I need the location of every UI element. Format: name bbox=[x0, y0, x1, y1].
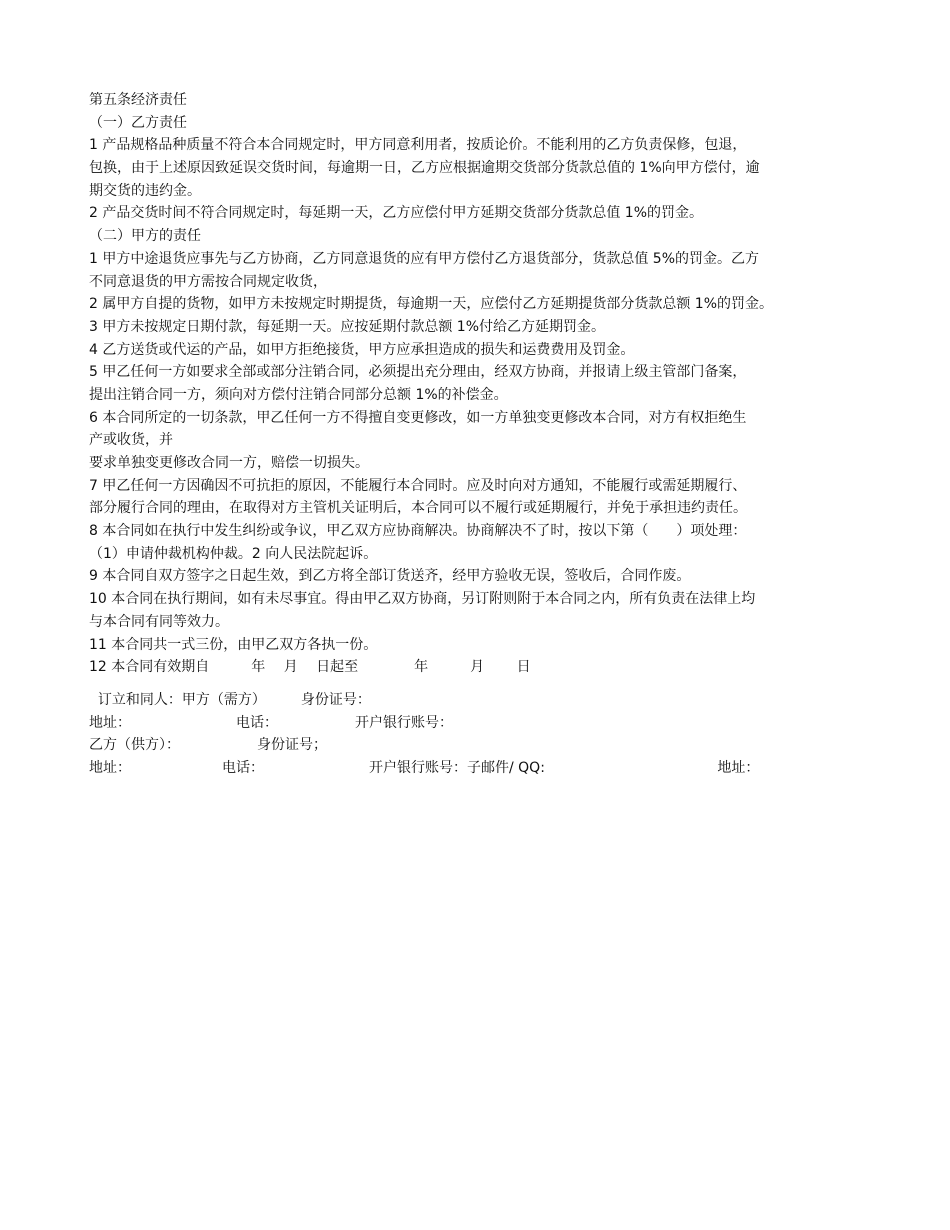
clause-b1-line: 1 产品规格品种质量不符合本合同规定时，甲方同意利用者，按质论价。不能利用的乙方负责保修，包退， bbox=[89, 137, 747, 154]
clause-a3-line: 3 甲方未按规定日期付款，每延期一天。应按延期付款总额 1%付给乙方延期罚金。 bbox=[89, 318, 606, 335]
clause-a7-line: 部分履行合同的理由，在取得对方主管机关证明后，本合同可以不履行或延期履行，并免于承担违约责任。 bbox=[89, 500, 747, 517]
clause-a12-line: 12 本合同有效期自 年 月 日起至 年 月 日 bbox=[89, 659, 531, 676]
clause-a1-line: 1 甲方中途退货应事先与乙方协商，乙方同意退货的应有甲方偿付乙方退货部分，货款总值 5%的罚金。乙方 bbox=[89, 250, 760, 267]
clause-b2-line: 2 产品交货时间不符合同规定时，每延期一天，乙方应偿付甲方延期交货部分货款总值 1%的罚金。 bbox=[89, 205, 704, 222]
section-heading-party-a: （二）甲方的责任 bbox=[89, 228, 201, 245]
clause-b1-line: 包换，由于上述原因致延误交货时间，每逾期一日，乙方应根据逾期交货部分货款总值的 1%向甲方偿付，逾 bbox=[89, 160, 760, 177]
signature-party-a-line: 订立和同人：甲方（需方） 身份证号： bbox=[89, 691, 371, 708]
clause-a11-line: 11 本合同共一式三份，由甲乙双方各执一份。 bbox=[89, 636, 378, 653]
clause-a2-line: 2 属甲方自提的货物，如甲方未按规定时期提货，每逾期一天，应偿付乙方延期提货部分货款总额 1%的罚金。 bbox=[89, 296, 774, 313]
clause-a6-line: 6 本合同所定的一切条款，甲乙任何一方不得擅自变更修改，如一方单独变更修改本合同，对方有权拒绝生 bbox=[89, 409, 747, 426]
signature-party-b-line: 乙方（供方）： 身份证号； bbox=[89, 737, 327, 754]
clause-a6-line: 要求单独变更修改合同一方，赔偿一切损失。 bbox=[89, 455, 369, 471]
clause-a5-line: 提出注销合同一方，须向对方偿付注销合同部分总额 1%的补偿金。 bbox=[89, 386, 508, 403]
contract-page bbox=[89, 89, 879, 780]
clause-a10-line: 10 本合同在执行期间，如有未尽事宜。得由甲乙双方协商，另订附则附于本合同之内，所有负责在法律上均 bbox=[89, 591, 756, 608]
clause-a7-line: 7 甲乙任何一方因确因不可抗拒的原因，不能履行本合同时。应及时向对方通知，不能履行或需延期履行、 bbox=[89, 477, 747, 494]
clause-b1-line: 期交货的违约金。 bbox=[89, 182, 201, 199]
section-heading-party-b: （一）乙方责任 bbox=[89, 114, 187, 131]
clause-a4-line: 4 乙方送货或代运的产品，如甲方拒绝接货，甲方应承担造成的损失和运费费用及罚金。 bbox=[89, 341, 635, 358]
clause-a8-line: 8 本合同如在执行中发生纠纷或争议，甲乙双方应协商解决。协商解决不了时，按以下第（ ）项处理： bbox=[89, 523, 747, 540]
clause-a10-line: 与本合同有同等效力。 bbox=[89, 613, 229, 630]
clause-a6-line: 产或收货，并 bbox=[89, 432, 173, 449]
signature-contact-line: 地址： 电话： 开户银行账号：子邮件/ QQ: 地址： bbox=[89, 759, 760, 776]
article-title: 第五条经济责任 bbox=[89, 92, 187, 108]
clause-a1-line: 不同意退货的甲方需按合同规定收货， bbox=[89, 273, 327, 290]
signature-address-line: 地址： 电话： 开户银行账号： bbox=[89, 714, 453, 731]
clause-a5-line: 5 甲乙任何一方如要求全部或部分注销合同，必须提出充分理由，经双方协商，并报请上级主管部门备案， bbox=[89, 364, 747, 381]
section-gap bbox=[89, 679, 879, 689]
clause-a8-line: （1）申请仲裁机构仲裁。2 向人民法院起诉。 bbox=[89, 545, 378, 562]
clause-a9-line: 9 本合同自双方签字之日起生效，到乙方将全部订货送齐，经甲方验收无误，签收后，合同作废。 bbox=[89, 568, 691, 585]
